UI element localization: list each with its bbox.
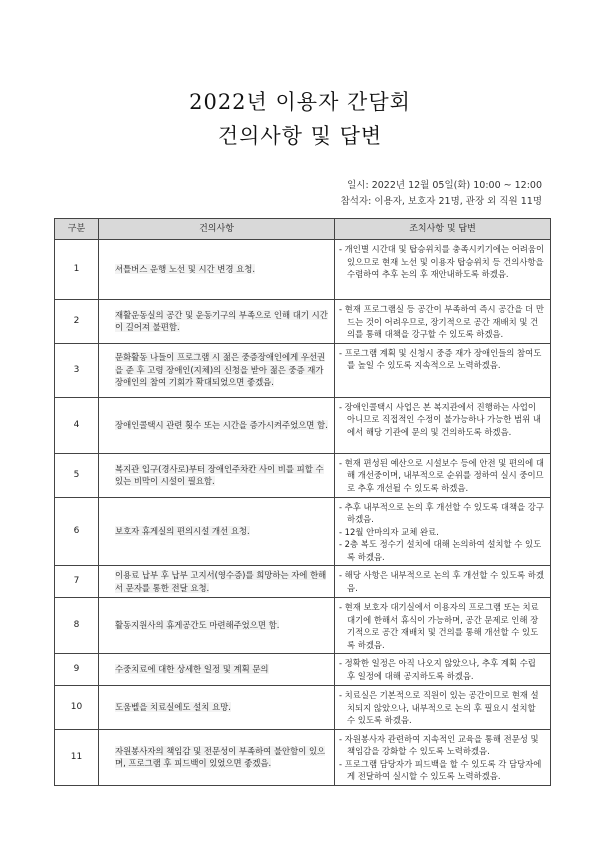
suggestion-text: 활동지원사의 휴게공간도 마련해주었으면 함.: [115, 620, 280, 631]
response-text: - 프로그램 담당자가 피드백을 할 수 있도록 각 담당자에게 전달하여 실시할 수 있도록 노력하겠음.: [339, 758, 542, 781]
response-text: - 자원봉사자 관련하여 지속적인 교육을 통해 전문성 및 책임감을 강화할 수 있도록 노력하겠음.: [339, 733, 539, 756]
suggestion-text: 이용료 납부 후 납부 고지서(영수증)를 희망하는 자에 한해서 문자를 통한 전달 요청.: [115, 570, 327, 593]
response-cell: [335, 343, 551, 397]
table-row: [55, 729, 551, 785]
suggestion-cell: [99, 453, 335, 497]
table-row: [55, 240, 551, 300]
table-row: [55, 598, 551, 654]
row-number: 7: [55, 566, 99, 598]
response-text: - 12월 안마의자 교체 완료.: [339, 526, 439, 537]
suggestion-cell: [99, 566, 335, 598]
row-number: 11: [55, 729, 99, 785]
response-cell: [335, 566, 551, 598]
table-row: [55, 300, 551, 344]
suggestion-table: [54, 218, 551, 786]
suggestion-text: 자원봉사자의 책임감 및 전문성이 부족하여 불안함이 있으며, 프로그램 후 피드백이 있었으면 좋겠음.: [115, 745, 326, 768]
suggestion-cell: [99, 686, 335, 730]
response-cell: [335, 497, 551, 566]
header-no: 구분: [55, 219, 99, 240]
response-cell: [335, 453, 551, 497]
suggestion-cell: [99, 497, 335, 566]
suggestion-cell: [99, 343, 335, 397]
document-title: 2022년 이용자 간담회: [189, 90, 411, 114]
table-row: [55, 397, 551, 453]
suggestion-cell: [99, 729, 335, 785]
row-number: 3: [55, 343, 99, 397]
suggestion-text: 도움벨을 치료실에도 설치 요망.: [115, 702, 231, 712]
table-header-row: [55, 219, 551, 240]
response-cell: [335, 397, 551, 453]
header-response: 조치사항 및 답변: [335, 219, 551, 240]
table-row: [55, 343, 551, 397]
suggestion-cell: [99, 397, 335, 453]
header-suggestion: 건의사항: [99, 219, 335, 240]
row-number: 5: [55, 453, 99, 497]
table-row: [55, 497, 551, 566]
table-body: [55, 240, 551, 786]
response-text: - 치료실은 기본적으로 직원이 있는 공간이므로 현재 설치되지 않았으나, 내부적으로 논의 후 필요시 설치할 수 있도록 하겠음.: [339, 690, 539, 725]
response-text: - 장애인콜택시 사업은 본 복지관에서 진행하는 사업이 아니므로 직접적인 수정이 불가능하나 가능한 범위 내에서 해당 기관에 문의 및 건의하도록 하겠음.: [339, 401, 541, 437]
response-cell: [335, 686, 551, 730]
suggestion-text: 장애인콜택시 관련 횟수 또는 시간을 증가시켜주었으면 함.: [115, 419, 328, 430]
document-subtitle: 건의사항 및 답변: [217, 124, 383, 148]
response-text: - 해당 사항은 내부적으로 논의 후 개선할 수 있도록 하겠음.: [339, 570, 544, 593]
response-text: - 2층 복도 정수기 설치에 대해 논의하여 설치할 수 있도록 하겠음.: [339, 539, 542, 562]
row-number: 8: [55, 598, 99, 654]
table-row: [55, 453, 551, 497]
table-row: [55, 566, 551, 598]
row-number: 6: [55, 497, 99, 566]
response-text: - 현재 프로그램실 등 공간이 부족하여 즉시 공간을 더 만드는 것이 어려우므로, 장기적으로 공간 재배치 및 건의를 통해 대책을 강구할 수 있도록 하겠음.: [339, 304, 544, 339]
meeting-attendees: 참석자: 이용자, 보호자 21명, 관장 외 직원 11명: [340, 196, 542, 207]
table-row: [55, 686, 551, 730]
response-cell: [335, 654, 551, 686]
suggestion-cell: [99, 598, 335, 654]
suggestion-text: 문화활동 나들이 프로그램 시 젊은 중증장애인에게 우선권을 준 후 고령 장애인(지체)의 신청을 받아 젊은 중증 재가 장애인의 참여 기회가 확대되었으면 좋겠음.: [115, 352, 326, 388]
response-text: - 현재 보호자 대기실에서 이용자의 프로그램 또는 치료 대기에 한해서 휴식이 가능하며, 공간 문제로 인해 장기적으로 공간 재배치 및 건의를 통해 개선할 수 있도록 하겠음.: [339, 602, 539, 650]
response-text: - 정확한 일정은 아직 나오지 않았으나, 추후 계획 수립 후 일정에 대해 공지하도록 하겠음.: [339, 658, 536, 681]
row-number: 4: [55, 397, 99, 453]
response-text: - 프로그램 계획 및 신청시 중증 재가 장애인들의 참여도를 높일 수 있도록 지속적으로 노력하겠음.: [339, 347, 542, 370]
suggestion-text: 셔틀버스 운행 노선 및 시간 변경 요청.: [115, 264, 255, 275]
row-number: 1: [55, 240, 99, 300]
suggestion-text: 보호자 휴게실의 편의시설 개선 요청.: [115, 526, 250, 536]
suggestion-text: 복지관 입구(경사로)부터 장애인주차칸 사이 비를 피할 수 있는 비막이 시설이 필요함.: [115, 463, 324, 486]
suggestion-text: 재활운동실의 공간 및 운동기구의 부족으로 인해 대기 시간이 길어져 불편함.: [115, 309, 328, 333]
suggestion-text: 수중치료에 대한 상세한 일정 및 계획 문의: [115, 664, 269, 675]
response-cell: [335, 240, 551, 300]
suggestion-cell: [99, 300, 335, 344]
response-cell: [335, 300, 551, 344]
row-number: 10: [55, 686, 99, 730]
suggestion-cell: [99, 654, 335, 686]
response-cell: [335, 598, 551, 654]
table-row: [55, 654, 551, 686]
suggestion-cell: [99, 240, 335, 300]
response-text: - 추후 내부적으로 논의 후 개선할 수 있도록 대책을 강구하겠음.: [339, 501, 544, 524]
response-cell: [335, 729, 551, 785]
row-number: 2: [55, 300, 99, 344]
meeting-datetime: 일시: 2022년 12월 05일(화) 10:00 ~ 12:00: [347, 180, 542, 191]
response-text: - 개인별 시간대 및 탑승위치를 충족시키기에는 어려움이 있으므로 현재 노선 및 이용자 탑승위치 등 건의사항을 수렴하여 추후 논의 후 재안내하도록 하겠음.: [339, 244, 545, 279]
row-number: 9: [55, 654, 99, 686]
response-text: - 현재 편성된 예산으로 시설보수 등에 안전 및 편의에 대해 개선중이며, 내부적으로 순위를 정하여 실시 중이므로 추후 개선될 수 있도록 하겠음.: [339, 457, 544, 493]
